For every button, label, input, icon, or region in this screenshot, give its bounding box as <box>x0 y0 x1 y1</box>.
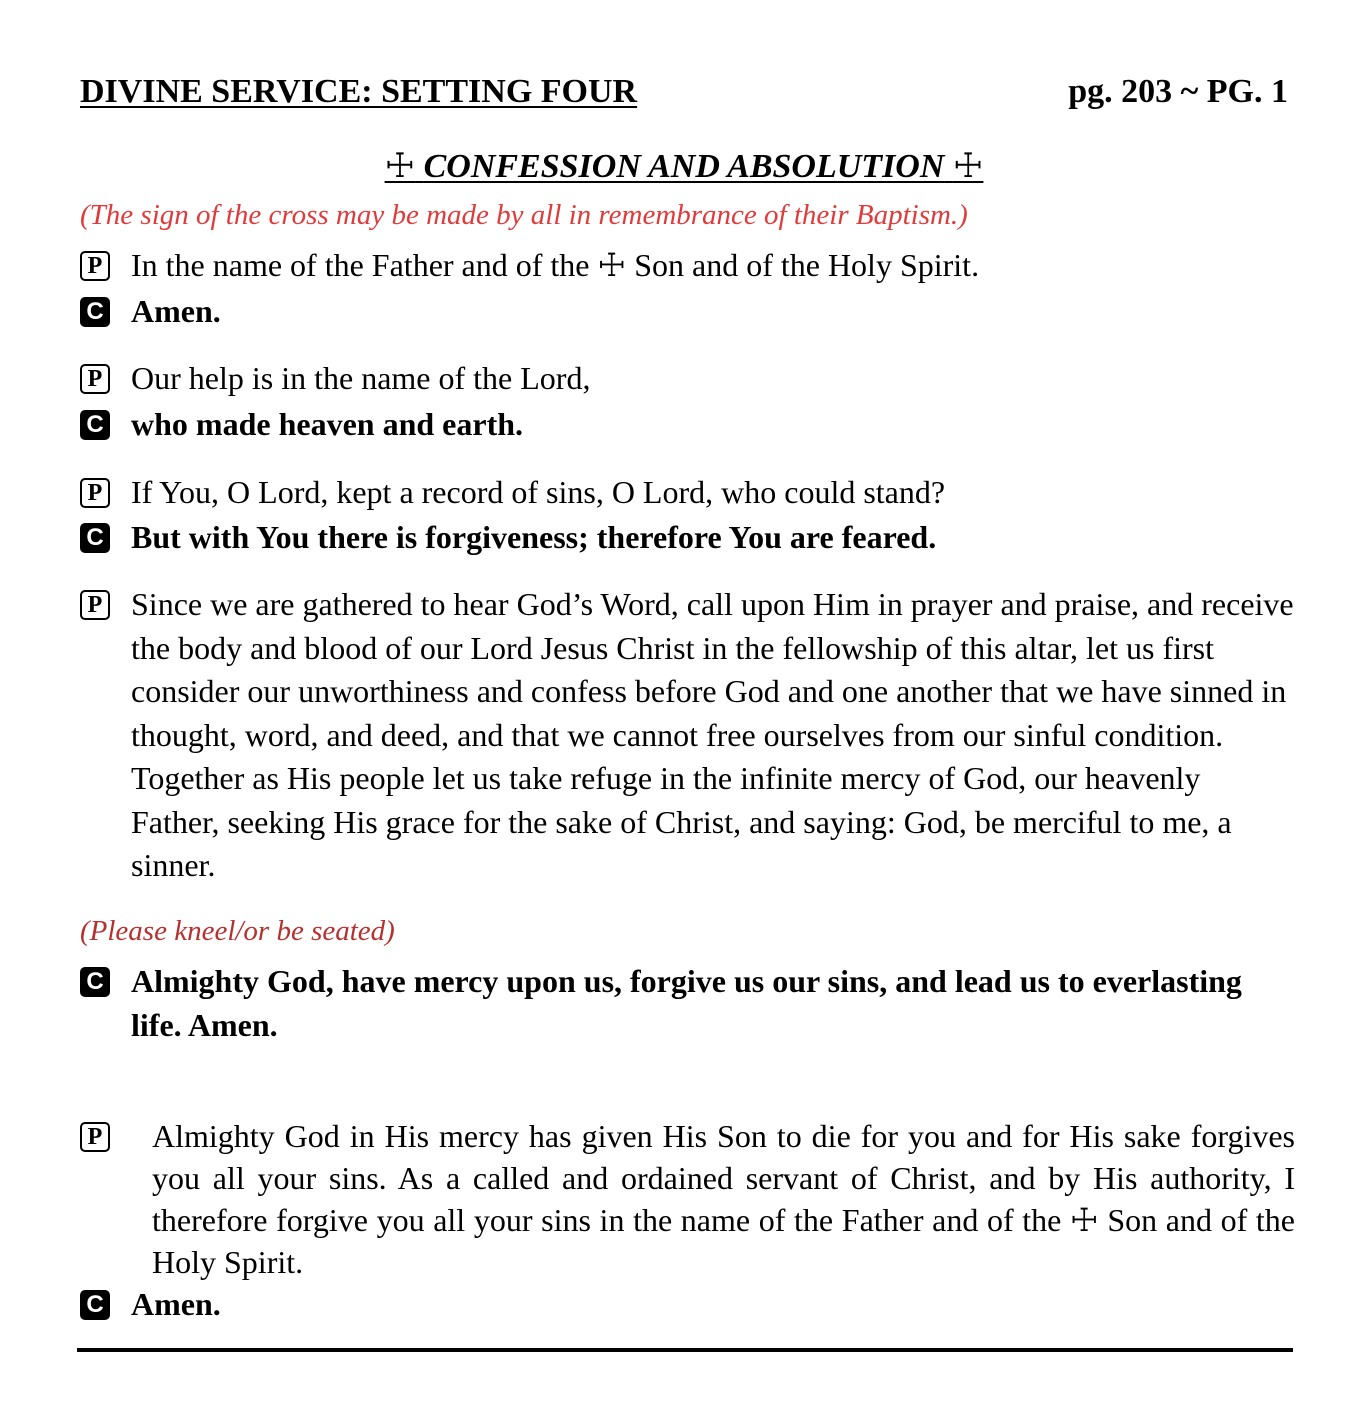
liturgy-line <box>80 1283 1295 1327</box>
congregation-badge: C <box>80 523 110 553</box>
liturgy-line <box>80 960 1295 1047</box>
section-heading <box>0 146 1368 187</box>
liturgy-text: who made heaven and earth. <box>131 406 524 442</box>
pastor-badge: P <box>80 251 110 281</box>
congregation-badge: C <box>80 297 110 327</box>
liturgy-text: Amen. <box>131 1286 221 1322</box>
cross-icon: ☩ <box>384 146 416 186</box>
congregation-badge: C <box>80 1290 110 1320</box>
liturgy-text: Since we are gathered to hear God’s Word, call upon Him in prayer and praise, and receive the body and blood of our Lord Jesus Christ in the fellowship of this altar, let us first consider our unworthiness and confess before God and one another that we have sinned in thought, word, and deed, and that we cannot free ourselves from our sinful condition. Together as His people let us take refuge in the infinite mercy of God, our heavenly Father, seeking His grace for the sake of Christ, and saying: God, be merciful to me, a sinner. <box>131 586 1294 883</box>
pastor-badge: P <box>80 1122 110 1152</box>
rubric-kneel: (Please kneel/or be seated) <box>80 915 395 947</box>
liturgy-text: Our help is in the name of the Lord, <box>131 360 591 396</box>
liturgy-text: But with You there is forgiveness; therefore You are feared. <box>131 519 937 555</box>
pastor-badge: P <box>80 590 110 620</box>
pastor-badge: P <box>80 364 110 394</box>
liturgy-text: If You, O Lord, kept a record of sins, O Lord, who could stand? <box>131 474 946 510</box>
page-reference: pg. 203 ~ PG. 1 <box>1068 73 1288 110</box>
liturgy-line <box>80 290 1295 334</box>
cross-icon: ☩ <box>597 246 627 284</box>
pastor-badge: P <box>80 478 110 508</box>
congregation-badge: C <box>80 967 110 997</box>
liturgy-line <box>80 583 1295 888</box>
liturgy-line <box>80 516 1295 560</box>
liturgy-text: In the name of the Father and of the ☩ Son and of the Holy Spirit. <box>131 246 980 284</box>
divider <box>77 1348 1293 1352</box>
cross-icon: ☩ <box>1070 1201 1099 1239</box>
liturgy-line <box>80 471 1295 515</box>
liturgy-text: Almighty God in His mercy has given His Son to die for you and for His sake forgives you all your sins. As a called and ordained servant of Christ, and by His authority, I therefore forgive you all your sins in the name of the Father and of the ☩ Son and of the Holy Spirit. <box>152 1118 1296 1280</box>
liturgy-line <box>80 1115 1295 1283</box>
liturgy-text: Amen. <box>131 293 221 329</box>
liturgy-line <box>80 357 1295 401</box>
cross-icon: ☩ <box>952 146 984 186</box>
service-title: DIVINE SERVICE: SETTING FOUR <box>80 73 638 110</box>
liturgy-line <box>80 403 1295 447</box>
congregation-badge: C <box>80 410 110 440</box>
liturgy-text: Almighty God, have mercy upon us, forgive us our sins, and lead us to everlasting life. Amen. <box>131 963 1242 1043</box>
rubric-sign-of-cross: (The sign of the cross may be made by all in remembrance of their Baptism.) <box>80 199 968 231</box>
liturgy-line <box>80 244 1295 288</box>
section-title: CONFESSION AND ABSOLUTION <box>423 148 945 185</box>
